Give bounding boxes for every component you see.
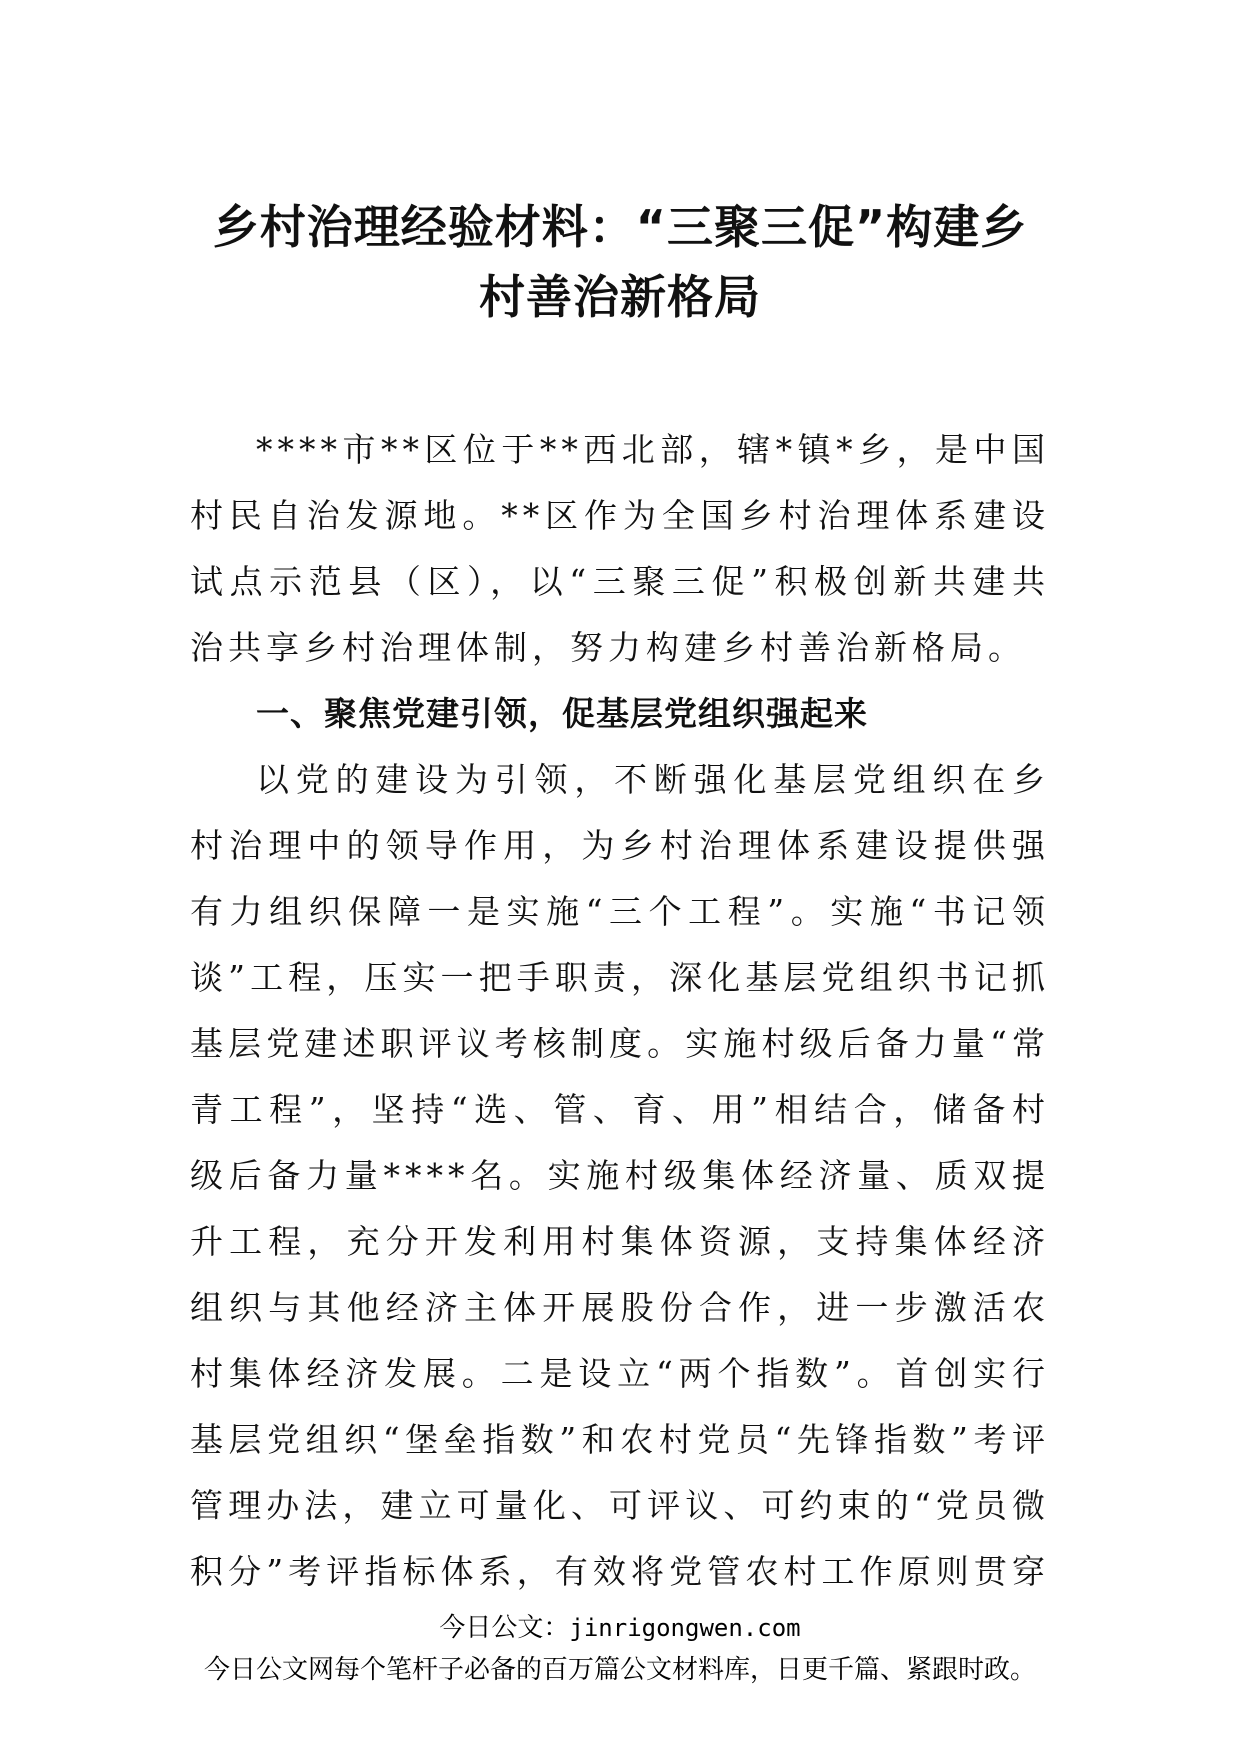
section-heading: 一、聚焦党建引领，促基层党组织强起来 bbox=[256, 694, 868, 733]
document-body bbox=[190, 417, 1050, 1598]
title-line-2: 村善治新格局 bbox=[479, 270, 761, 324]
section-paragraph: 以党的建设为引领，不断强化基层党组织在乡村治理中的领导作用，为乡村治理体系建设提供强有力组织保障一是实施“三个工程”。实施“书记领谈”工程，压实一把手职责，深化基层党组织书记抓基层党建述职评议考核制度。实施村级后备力量“常青工程”，坚持“选、管、育、用”相结合，储备村级后备力量****名。实施村级集体经济量、质双提升工程，充分开发利用村集体资源，支持集体经济组织与其他经济主体开展股份合作，进一步激活农村集体经济发展。二是设立“两个指数”。首创实行基层党组织“堡垒指数”和农村党员“先锋指数”考评管理办法，建立可量化、可评议、可约束的“党员微积分”考评指标体系，有效将党管农村工作原则贯穿 bbox=[190, 760, 1050, 1591]
footer-url-link[interactable]: jinrigongwen.com bbox=[569, 1614, 801, 1642]
document-title bbox=[150, 192, 1090, 332]
footer-tagline: 今日公文网每个笔杆子必备的百万篇公文材料库，日更千篇、紧跟时政。 bbox=[203, 1655, 1036, 1685]
title-line-1: 乡村治理经验材料：“三聚三促”构建乡 bbox=[212, 200, 1028, 254]
page-footer bbox=[0, 1610, 1240, 1688]
footer-source bbox=[0, 1610, 1240, 1646]
intro-paragraph: ****市**区位于**西北部，辖*镇*乡，是中国村民自治发源地。**区作为全国乡村治理体系建设试点示范县（区），以“三聚三促”积极创新共建共治共享乡村治理体制，努力构建乡村善治新格局。 bbox=[190, 430, 1050, 667]
footer-label: 今日公文： bbox=[439, 1613, 570, 1643]
